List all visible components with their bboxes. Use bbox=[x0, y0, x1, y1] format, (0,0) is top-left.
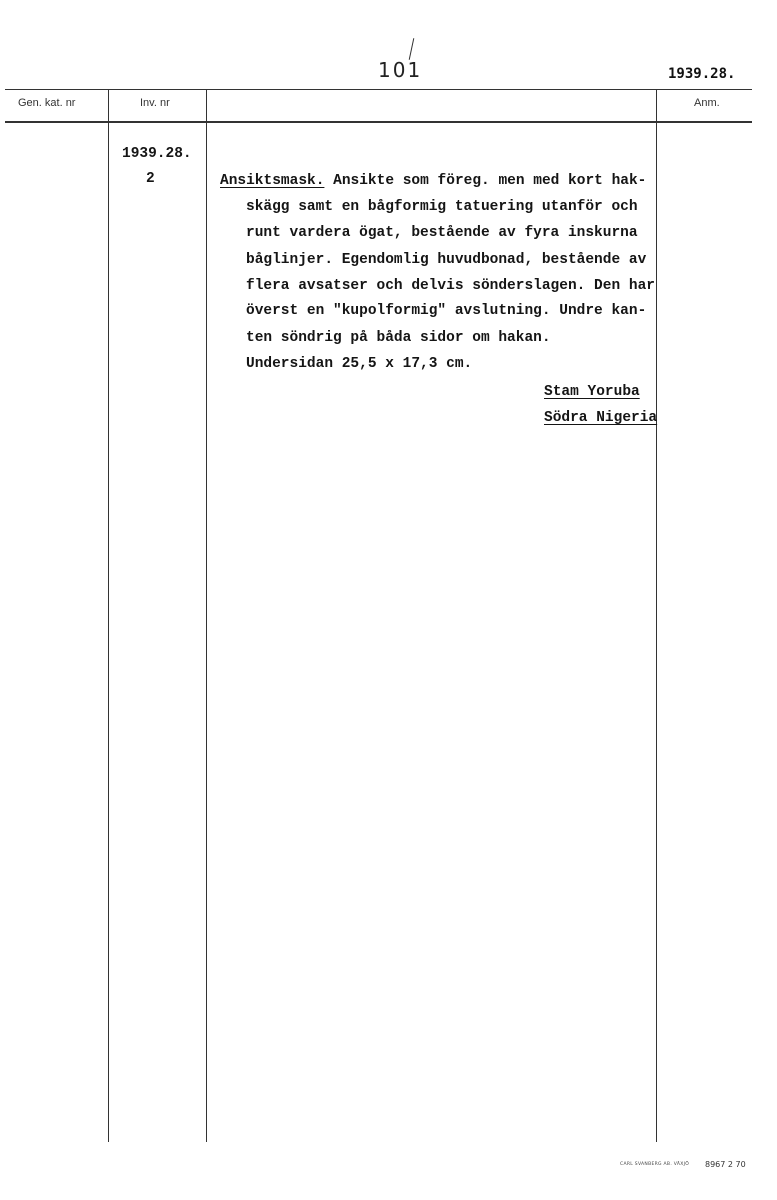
printer-imprint: CARL SVANBERG AB. VÄXJÖ bbox=[620, 1162, 690, 1167]
description-line: runt vardera ögat, bestående av fyra inskurna bbox=[246, 225, 638, 241]
column-header-anm: Anm. bbox=[694, 97, 720, 109]
description-line: flera avsatser och delvis sönderslagen. Den har bbox=[246, 278, 655, 294]
header-bottom-rule bbox=[5, 121, 752, 123]
description-first-line-rest: Ansikte som föreg. men med kort hak- bbox=[324, 173, 647, 189]
form-code: 8967 2 70 bbox=[705, 1160, 746, 1169]
column-divider-desc-anm bbox=[656, 89, 657, 1142]
description-line: ten söndrig på båda sidor om hakan. bbox=[246, 330, 551, 346]
description-line: båglinjer. Egendomlig huvudbonad, bestående av bbox=[246, 252, 647, 268]
description-first-line bbox=[220, 173, 646, 189]
description-line: skägg samt en bågformig tatuering utanför och bbox=[246, 199, 638, 215]
inventory-sub-number: 2 bbox=[146, 171, 155, 187]
header-top-rule bbox=[5, 89, 752, 90]
catalog-number-top: 1939.28. bbox=[668, 66, 736, 82]
description-line: Undersidan 25,5 x 17,3 cm. bbox=[246, 356, 473, 372]
object-title: Ansiktsmask. bbox=[220, 173, 325, 189]
description-line: överst en "kupolformig" avslutning. Undre kan- bbox=[246, 303, 647, 319]
origin-region: Södra Nigeria bbox=[544, 410, 658, 426]
column-divider-gen-inv bbox=[108, 89, 109, 1142]
column-header-inv-nr: Inv. nr bbox=[140, 97, 170, 109]
inventory-number: 1939.28. bbox=[122, 146, 192, 162]
pencil-tick-mark bbox=[409, 38, 415, 60]
page-number: 101 bbox=[378, 58, 423, 82]
column-divider-inv-desc bbox=[206, 89, 207, 1142]
origin-tribe: Stam Yoruba bbox=[544, 384, 640, 400]
column-header-gen-kat-nr: Gen. kat. nr bbox=[18, 97, 76, 109]
